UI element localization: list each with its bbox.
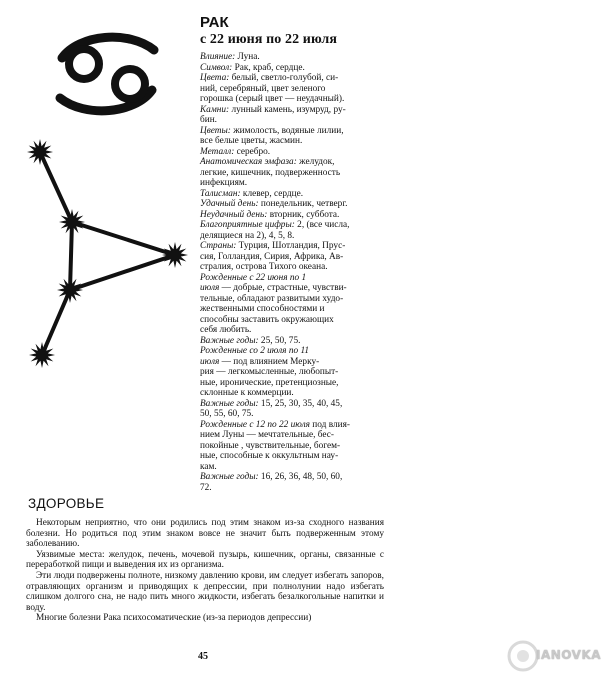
attribute-label: Важные годы: <box>200 398 259 409</box>
attribute-line <box>200 451 393 462</box>
attribute-line <box>200 304 393 315</box>
attribute-line <box>200 388 393 399</box>
attribute-line <box>200 441 393 452</box>
attribute-label: Влияние: <box>200 52 236 62</box>
attribute-line <box>200 294 393 305</box>
attribute-line <box>200 346 393 357</box>
attribute-line <box>200 241 393 252</box>
star-burst-icon <box>162 242 188 268</box>
attribute-label: Символ: <box>200 62 233 73</box>
attribute-line <box>200 73 393 84</box>
attribute-value: бин. <box>200 115 218 125</box>
attribute-value: Луна. <box>235 52 260 62</box>
attribute-line <box>200 252 393 263</box>
attribute-value: покойные , чувствительные, богем- <box>200 440 341 451</box>
attribute-value: легкие, кишечник, подверженность <box>200 167 341 178</box>
attribute-label: Благоприятные цифры: <box>200 220 295 230</box>
health-paragraph: Эти люди подвержены полноте, низкому давлению крови, им следует избегать запоров, отравляющих организм и приводящих к депрессии, при полнолунии надо избегать слишком долгого сна, не надо пить много жидкости, избегать безалкогольные напитки и воду. <box>26 570 384 613</box>
cancer-zodiac-glyph-icon <box>54 28 160 120</box>
attribute-value: стралия, острова Тихого океана. <box>200 262 328 272</box>
page-number: 45 <box>198 651 208 662</box>
attribute-label: Важные годы: <box>200 335 259 346</box>
attribute-line <box>200 178 393 189</box>
attribute-label: Рожденные со 2 июля по 11 <box>200 346 310 356</box>
attribute-line <box>200 199 393 210</box>
attribute-value: способны заставить окружающих <box>200 314 334 325</box>
attribute-line <box>200 115 393 126</box>
attribute-line <box>200 420 393 431</box>
attribute-value: вторник, суббота. <box>267 209 340 220</box>
attribute-value: ные, иронические, претенциозные, <box>200 377 339 388</box>
attribute-value: 50, 55, 60, 75. <box>200 409 254 419</box>
attribute-label: Рожденные с 22 июня по 1 <box>200 272 307 283</box>
attribute-line <box>200 399 393 410</box>
attribute-value: ные, способные к оккультным нау- <box>200 451 339 461</box>
attribute-label: Металл: <box>200 146 235 157</box>
attribute-label: Удачный день: <box>200 199 259 209</box>
watermark-text: IANOVKA <box>536 648 602 662</box>
health-section-title: ЗДОРОВЬЕ <box>28 496 105 511</box>
attribute-value: жимолость, водяные лилии, <box>230 125 344 136</box>
attribute-line <box>200 315 393 326</box>
attribute-value: сия, Голландия, Сирия, Африка, Ав- <box>200 251 344 262</box>
star-burst-icon <box>27 139 53 165</box>
attribute-line <box>200 105 393 116</box>
sign-name: РАК <box>200 14 229 31</box>
attribute-line <box>200 94 393 105</box>
attribute-label: июля <box>200 356 220 367</box>
attribute-line <box>200 378 393 389</box>
attribute-label: Рожденные с 12 по 22 июля <box>200 419 310 430</box>
health-paragraph: Некоторым неприятно, что они родились под этим знаком из-за сходного названия болезни. Но родиться под этим знаком вовсе не значит быть подверженным этому заболеванию. <box>26 518 384 550</box>
attribute-value: серебро. <box>234 146 271 157</box>
attribute-value: тельные, обладают развитыми худо- <box>200 293 344 304</box>
attribute-value: рия — легкомысленные, любопыт- <box>200 367 339 377</box>
attribute-label: Талисман: <box>200 188 241 199</box>
attribute-line <box>200 357 393 368</box>
attribute-line <box>200 84 393 95</box>
attribute-value: — добрые, страстные, чувстви- <box>219 283 347 293</box>
attribute-line <box>200 336 393 347</box>
attribute-label: Камни: <box>200 104 230 115</box>
attribute-value: Рак, краб, сердце. <box>232 62 305 73</box>
attribute-label: Страны: <box>200 241 237 251</box>
attribute-line <box>200 409 393 420</box>
attribute-value: себя любить. <box>200 325 252 335</box>
attribute-value: делящиеся на 2), 4, 5, 8. <box>200 230 295 241</box>
attribute-label: Неудачный день: <box>200 209 268 220</box>
attribute-line <box>200 157 393 168</box>
attribute-value: лунный камень, изумруд, ру- <box>229 104 346 115</box>
attribute-value: жественными способностями и <box>200 304 325 314</box>
health-paragraph: Уязвимые места: желудок, печень, мочевой пузырь, кишечник, органы, связанные с переработкой пищи и выведения их из организма. <box>26 549 384 571</box>
attribute-line <box>200 52 393 63</box>
attribute-value: клевер, сердце. <box>240 188 304 199</box>
attribute-value: горошка (серый цвет — неудачный). <box>200 94 345 104</box>
attribute-value: желудок, <box>296 157 335 167</box>
attribute-label: Важные годы: <box>200 472 259 482</box>
attribute-line <box>200 63 393 74</box>
attribute-line <box>200 136 393 147</box>
sign-dates: с 22 июня по 22 июля <box>200 32 338 47</box>
attribute-value: склонные к коммерции. <box>200 388 294 398</box>
attribute-line <box>200 189 393 200</box>
attribute-line <box>200 472 393 483</box>
attribute-label: Анатомическая эмфаза: <box>200 157 297 167</box>
attribute-value: Турция, Шотландия, Прус- <box>236 241 346 251</box>
attribute-line <box>200 430 393 441</box>
attribute-value: инфекциям. <box>200 178 248 188</box>
attribute-value: ний, серебряный, цвет зеленого <box>200 83 326 94</box>
attribute-line <box>200 210 393 221</box>
attribute-line <box>200 283 393 294</box>
attribute-label: Цвета: <box>200 73 230 83</box>
attribute-line <box>200 168 393 179</box>
sign-attributes-list <box>200 52 393 493</box>
attribute-value: понедельник, четверг. <box>258 199 348 209</box>
star-burst-icon <box>59 209 85 235</box>
attribute-line <box>200 262 393 273</box>
attribute-line <box>200 126 393 137</box>
attribute-line <box>200 325 393 336</box>
attribute-line <box>200 231 393 242</box>
attribute-label: июля <box>200 283 220 293</box>
attribute-value: 2, (все числа, <box>294 220 350 230</box>
attribute-value: 16, 26, 36, 48, 50, 60, <box>258 472 343 482</box>
attribute-value: 15, 25, 30, 35, 40, 45, <box>258 398 343 409</box>
attribute-value: 25, 50, 75. <box>258 335 301 346</box>
star-burst-icon <box>29 342 55 368</box>
attribute-value: нием Луны — мечтательные, бес- <box>200 430 334 440</box>
attribute-value: все белые цветы, жасмин. <box>200 136 303 146</box>
attribute-line <box>200 367 393 378</box>
attribute-line <box>200 462 393 473</box>
attribute-value: белый, светло-голубой, си- <box>229 73 339 83</box>
health-section-body <box>26 518 384 624</box>
attribute-line <box>200 220 393 231</box>
attribute-value: — под влиянием Мерку- <box>219 356 320 367</box>
attribute-value: кам. <box>200 461 217 472</box>
attribute-value: под влия- <box>309 419 350 430</box>
attribute-line <box>200 147 393 158</box>
health-paragraph: Многие болезни Рака психосоматические (из-за периодов депрессии) <box>36 613 312 624</box>
attribute-value: 72. <box>200 482 212 493</box>
star-burst-icon <box>57 277 83 303</box>
attribute-label: Цветы: <box>200 125 231 136</box>
cancer-constellation-icon <box>0 130 200 390</box>
attribute-line <box>200 273 393 284</box>
attribute-line <box>200 483 393 494</box>
